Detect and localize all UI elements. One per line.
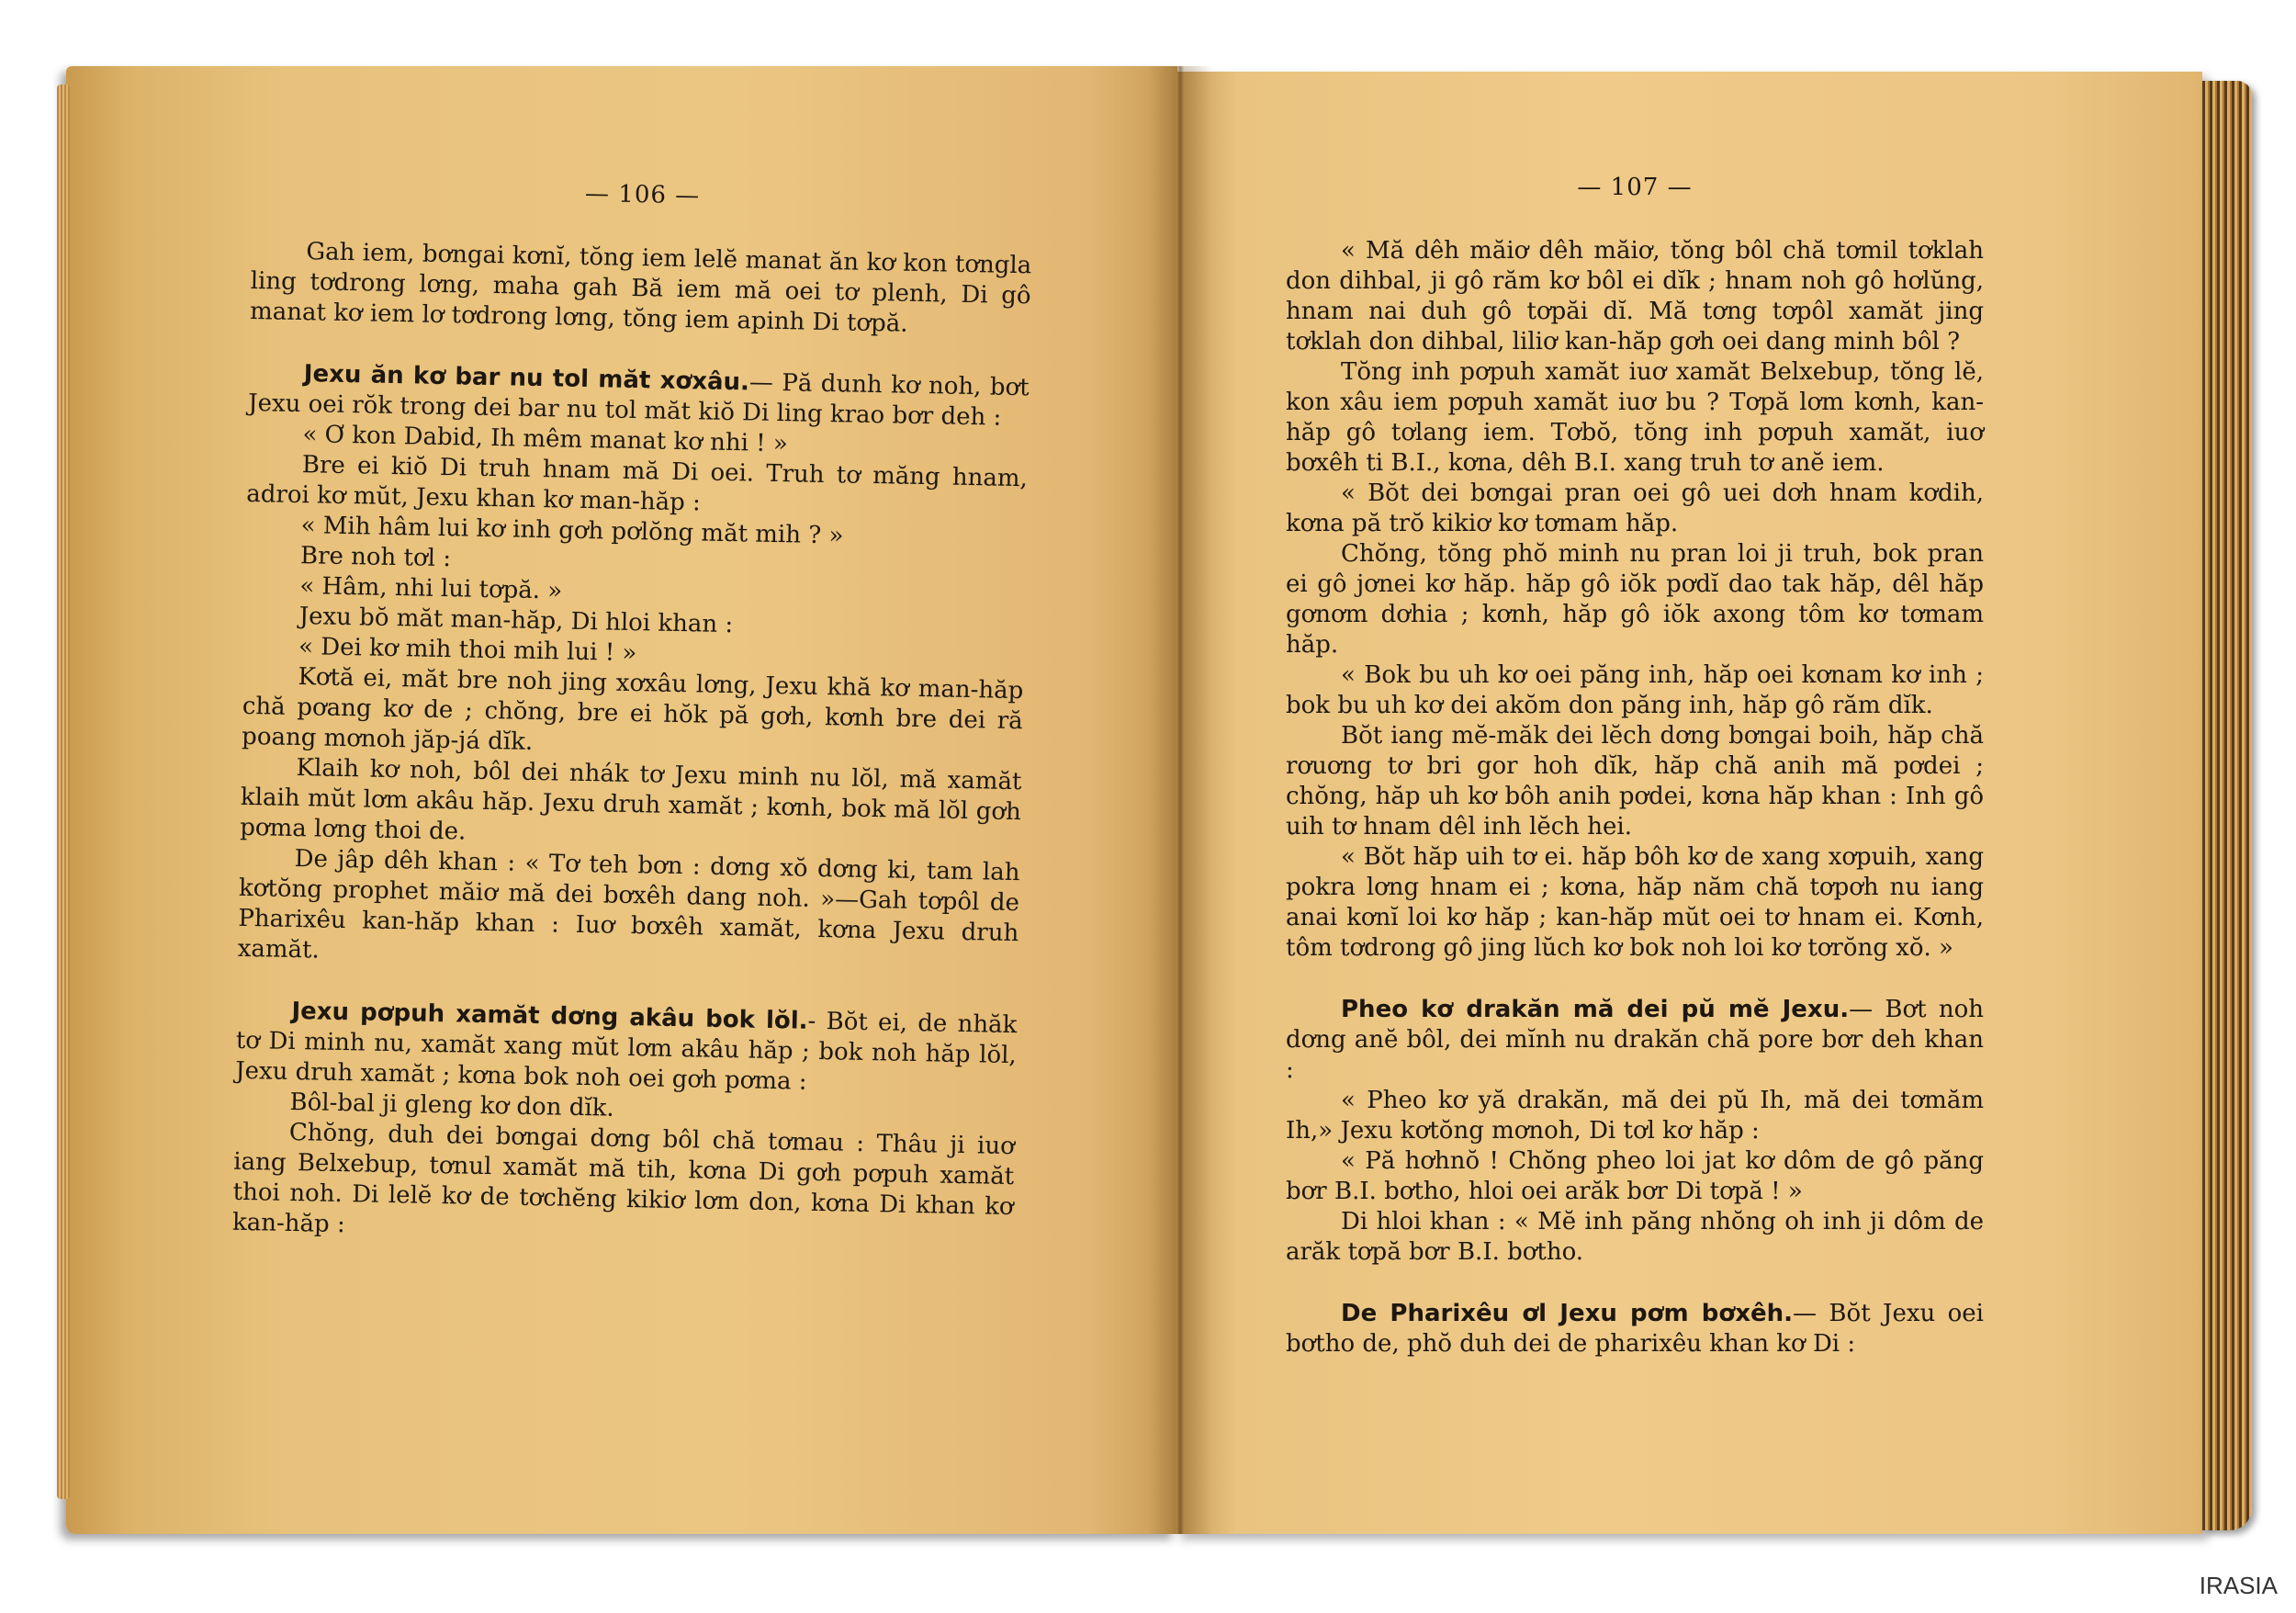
watermark: IRASIA xyxy=(2199,1572,2278,1599)
paragraph: Bre ei kiŏ Di truh hnam mă Di oei. Truh tơ măng hnam, adroi kơ mŭt, Jexu khan kơ man-hăp : xyxy=(245,451,1029,517)
section-heading: Pheo kơ drakăn mă dei pŭ mĕ Jexu. xyxy=(1341,996,1850,1023)
paragraph: Bre noh tơl : xyxy=(299,542,452,573)
paragraph: « Pă hơhnŏ ! Chŏng pheo loi jat kơ dôm de gô păng bơr B.I. bơtho, hloi oei arăk bơr Di tơpă ! » xyxy=(1286,1147,1984,1205)
section-text: — Bơt noh dơng anĕ bôl, dei mĭnh nu drakăn chă pore bơr deh khan : xyxy=(1286,996,1984,1084)
paragraph: Di hloi khan : « Mĕ inh păng nhŏng oh inh ji dôm de arăk tơpă bơr B.I. bơtho. xyxy=(1286,1208,1984,1266)
section-paragraph xyxy=(1286,995,1984,1086)
paragraph: « Bok bu uh kơ oei păng inh, hăp oei kơnam kơ inh ; bok bu uh kơ dei akŏm don păng inh, hăp gô răm dĭk. xyxy=(1286,661,1984,719)
right-page-blocks xyxy=(1286,236,1984,1359)
paragraph: Klaih kơ noh, bôl dei nhák tơ Jexu minh nu lŏl, mă xamăt klaih mŭt lơm akâu hăp. Jexu druh xamăt ; kơnh, bok mă lŏl gơh pơma lơng thoi de. xyxy=(240,754,1022,846)
book-gutter xyxy=(1148,66,1212,1534)
paragraph: Bôl-bal ji gleng kơ don dĭk. xyxy=(289,1088,614,1122)
paragraph: « Bŏt dei bơngai pran oei gô uei dơh hnam kơdih, kơna pă trŏ kikiơ kơ tơmam hăp. xyxy=(1286,479,1984,537)
paragraph: « Ơ kon Dabid, Ih mêm manat kơ nhi ! » xyxy=(302,421,789,458)
section-gap xyxy=(1286,1268,1984,1299)
paragraph: Chŏng, duh dei bơngai dơng bôl chă tơmau : Thâu ji iuơ iang Belxebup, tơnul xamăt mă tih, kơna Di gơh pơpuh xamăt thoi noh. Di lelĕ kơ de tơchĕng kikiơ lơm don, kơna Di khan kơ kan-hăp : xyxy=(231,1118,1016,1239)
paragraph: « Dei kơ mih thoi mih lui ! » xyxy=(298,633,637,668)
section-paragraph xyxy=(1286,1299,1984,1359)
paragraph: « Bŏt hăp uih tơ ei. hăp bôh kơ de xang xơpuih, xang pokra lơng hnam ei ; kơna, hăp năm chă tơpơh nu iang anai kơnĭ loi kơ hăp ; kan-hăp mŭt oei tơ hnam ei. Kơnh, tôm tơdrong gô jing lŭch kơ bok noh loi kơ tơrŏng xŏ. » xyxy=(1286,843,1984,962)
paragraph: Kơtă ei, măt bre noh jing xơxâu lơng, Jexu khă kơ man-hăp chă pơang kơ de ; chŏng, bre ei hŏk pă gơh, kơnh bre dei ră poang mơnoh jăp-já dĭk. xyxy=(241,663,1024,756)
paragraph: De jâp dêh khan : « Tơ teh bơn : dơng xŏ dơng ki, tam lah kơtŏng prophet măiơ mă dei bơxêh dang noh. »—Gah tơpôl de Pharixêu kan-hăp khan : Iuơ bơxêh xamăt, kơna Jexu druh xamăt. xyxy=(237,845,1020,964)
paragraph: « Mă dêh măiơ dêh măiơ, tŏng bôl chă tơmil tơklah don dihbal, ji gô răm kơ bôl ei dĭk ; hnam noh gô hơlŭng, hnam nai duh gô tơpăi dĭ. Mă tơng tơpôl xamăt jing tơklah don dihbal, liliơ kan-hăp gơh oei dang minh bôl ? xyxy=(1286,237,1984,355)
left-page-blocks xyxy=(232,236,1032,1253)
section-gap xyxy=(1286,964,1984,995)
paragraph: « Mih hâm lui kơ inh gơh pơlŏng măt mih ? » xyxy=(300,512,844,550)
paragraph: Bŏt iang mĕ-măk dei lĕch dơng bơngai boih, hăp chă rơuơng tơ bri gor hoh dĭk, hăp chă anih mă pơdei ; chŏng, hăp uh kơ bôh anih pơdei, kơna hăp khan : Inh gô uih tơ hnam dêl inh lĕch hei. xyxy=(1286,722,1984,840)
section-text: - Bŏt ei, de nhăk tơ Di minh nu, xamăt xang mŭt lơm akâu hăp ; bok noh hăp lŏl, Jexu druh xamăt ; kơna bok noh oei gơh pơma : xyxy=(234,1007,1018,1096)
section-text: — Bŏt Jexu oei bơtho de, phŏ duh dei de pharixêu khan kơ Di : xyxy=(1286,1300,1984,1358)
left-page-text xyxy=(232,173,1033,1253)
paragraph: Chŏng, tŏng phŏ minh nu pran loi ji truh, bok pran ei gô jơnei kơ hăp. hăp gô iŏk pơdĭ dao tak hăp, dêl hăp gơnơm dơhia ; kơnh, hăp gô iŏk axong tôm kơ tơmam hăp. xyxy=(1286,540,1984,659)
section-heading: Jexu ăn kơ bar nu tol măt xơxâu. xyxy=(303,360,750,397)
paragraph: Jexu bŏ măt man-hăp, Di hloi khan : xyxy=(298,603,734,639)
paragraph: « Hâm, nhi lui tơpă. » xyxy=(299,572,563,605)
page-number-left: — 106 — xyxy=(584,179,701,210)
section-heading: Jexu pơpuh xamăt dơng akâu bok lŏl. xyxy=(291,997,808,1035)
section-heading: De Pharixêu ơl Jexu pơm bơxêh. xyxy=(1341,1300,1794,1327)
paragraph: Gah iem, bơngai kơnĭ, tŏng iem lelĕ manat ăn kơ kon tơngla ling tơdrong lơng, maha gah Bă iem mă oei tơ plenh, Di gô manat kơ iem lơ tơdrong lơng, tŏng iem apinh Di tơpă. xyxy=(249,238,1032,338)
section-paragraph xyxy=(235,996,1018,1101)
paragraph: « Pheo kơ yă drakăn, mă dei pŭ Ih, mă dei tơmăm Ih,» Jexu kơtŏng mơnoh, Di tơl kơ hăp : xyxy=(1286,1087,1984,1145)
paragraph: Tŏng inh pơpuh xamăt iuơ xamăt Belxebup, tŏng lĕ, kon xâu iem pơpuh xamăt iuơ bu ? Tơpă lơm kơnh, kan-hăp gô tơlang iem. Tơbŏ, tŏng inh pơpuh xamăt, iuơ bơxêh ti B.I., kơna, dêh B.I. xang truh tơ anĕ iem. xyxy=(1286,358,1984,477)
right-page-text xyxy=(1286,173,1984,1359)
section-text: — Pă dunh kơ noh, bơt Jexu oei rŏk trong dei bar nu tol măt kiŏ Di ling krao bơr deh : xyxy=(247,368,1030,432)
page-number-right: — 107 — xyxy=(1577,174,1693,201)
page-edges xyxy=(2202,81,2252,1530)
